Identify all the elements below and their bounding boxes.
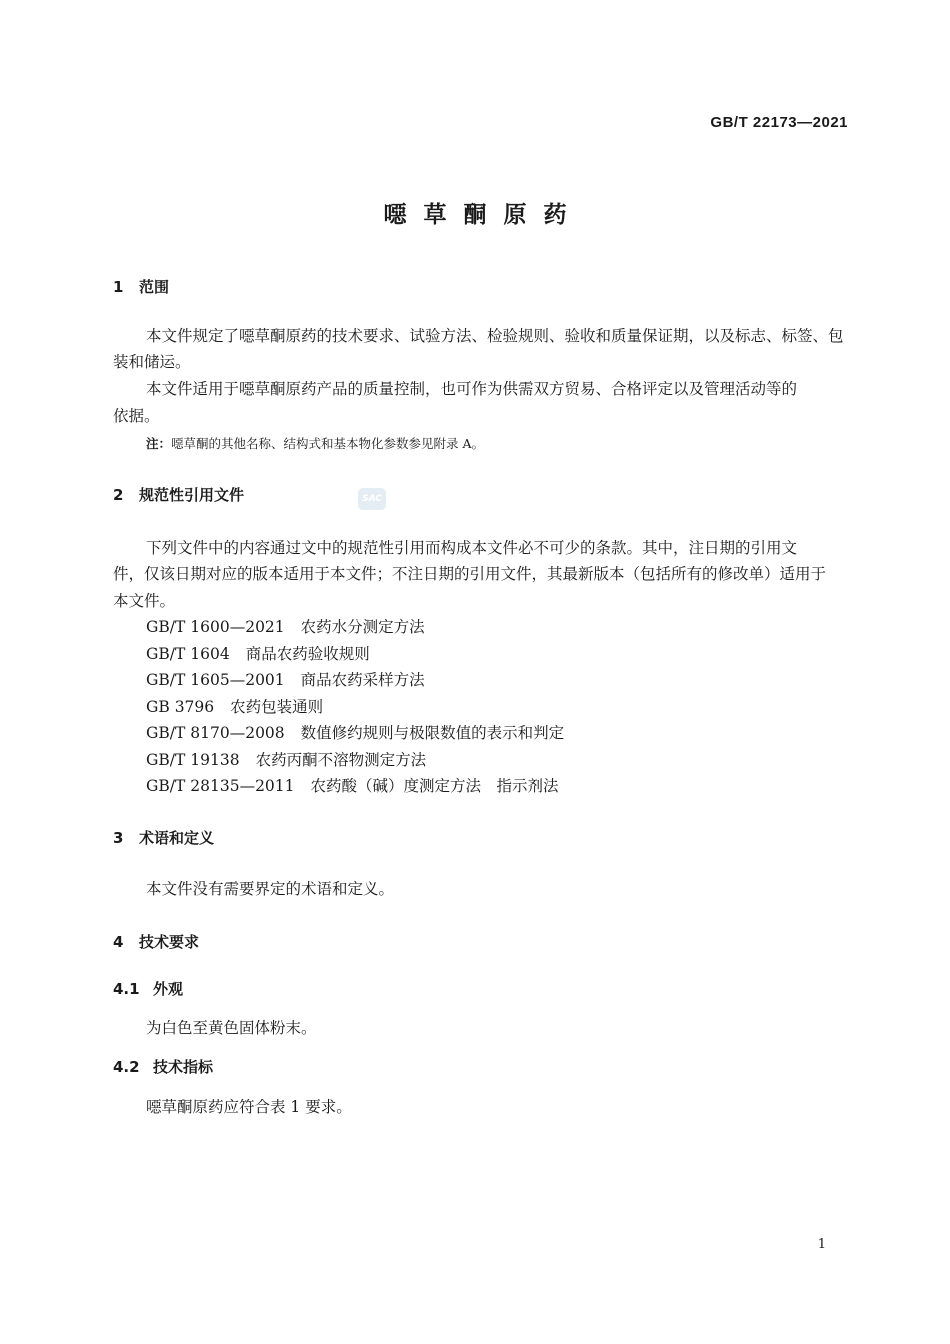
indicators-para: 噁草酮原药应符合表 1 要求。 [146,1098,352,1116]
section-title: 技术要求 [139,933,200,951]
reference-name: 商品农药验收规则 [245,645,370,663]
note-label: 注： [146,436,172,451]
page-number: 1 [817,1237,826,1252]
document-title: 噁草酮原药 [383,202,584,228]
reference-name: 农药丙酮不溶物测定方法 [255,751,427,769]
reference-name: 农药水分测定方法 [300,618,425,636]
reference-code: GB/T 1604 [146,645,230,663]
reference-item [146,642,370,664]
normative-para-line3: 本文件。 [113,592,176,610]
scope-para1-line2: 装和储运。 [113,353,191,371]
reference-code: GB/T 1600—2021 [146,618,285,636]
reference-code: GB 3796 [146,698,215,716]
scope-note [146,434,484,452]
reference-name: 数值修约规则与极限数值的表示和判定 [300,724,565,742]
reference-name: 农药包装通则 [230,698,324,716]
section-1-heading [113,276,169,297]
reference-code: GB/T 28135—2011 [146,777,295,795]
sac-watermark-logo: SAC [358,488,386,510]
section-number: 2 [113,486,124,504]
section-2-heading [113,484,244,505]
scope-para2-line2: 依据。 [113,407,160,425]
section-number: 4.1 [113,980,140,998]
reference-item [146,721,564,743]
appearance-para: 为白色至黄色固体粉末。 [146,1019,317,1037]
reference-item [146,748,426,770]
reference-item [146,774,559,796]
section-3-heading [113,827,214,848]
reference-item [146,668,425,690]
section-title: 技术指标 [153,1058,214,1076]
section-number: 4 [113,933,124,951]
terms-para: 本文件没有需要界定的术语和定义。 [146,880,395,898]
section-4-2-heading [113,1056,213,1077]
normative-para-line1: 下列文件中的内容通过文中的规范性引用而构成本文件必不可少的条款。其中，注日期的引用文 [146,539,798,557]
note-text: 噁草酮的其他名称、结构式和基本物化参数参见附录 A。 [171,436,485,451]
reference-code: GB/T 19138 [146,751,240,769]
normative-para-line2: 件，仅该日期对应的版本适用于本文件；不注日期的引用文件，其最新版本（包括所有的修改单）适用于 [113,565,827,583]
scope-para1-line1: 本文件规定了噁草酮原药的技术要求、试验方法、检验规则、验收和质量保证期，以及标志、标签、包 [146,327,844,345]
reference-item [146,695,323,717]
reference-code: GB/T 1605—2001 [146,671,285,689]
section-number: 3 [113,829,124,847]
section-title: 术语和定义 [139,829,215,847]
section-4-1-heading [113,978,183,999]
reference-code: GB/T 8170—2008 [146,724,285,742]
scope-para2-line1: 本文件适用于噁草酮原药产品的质量控制，也可作为供需双方贸易、合格评定以及管理活动等的 [146,380,798,398]
section-4-heading [113,931,199,952]
section-number: 4.2 [113,1058,140,1076]
section-title: 规范性引用文件 [139,486,245,504]
section-number: 1 [113,278,124,296]
reference-name: 商品农药采样方法 [300,671,425,689]
reference-name: 农药酸（碱）度测定方法 指示剂法 [310,777,559,795]
section-title: 外观 [153,980,184,998]
reference-item [146,615,425,637]
document-number: GB/T 22173—2021 [710,114,848,131]
section-title: 范围 [139,278,170,296]
